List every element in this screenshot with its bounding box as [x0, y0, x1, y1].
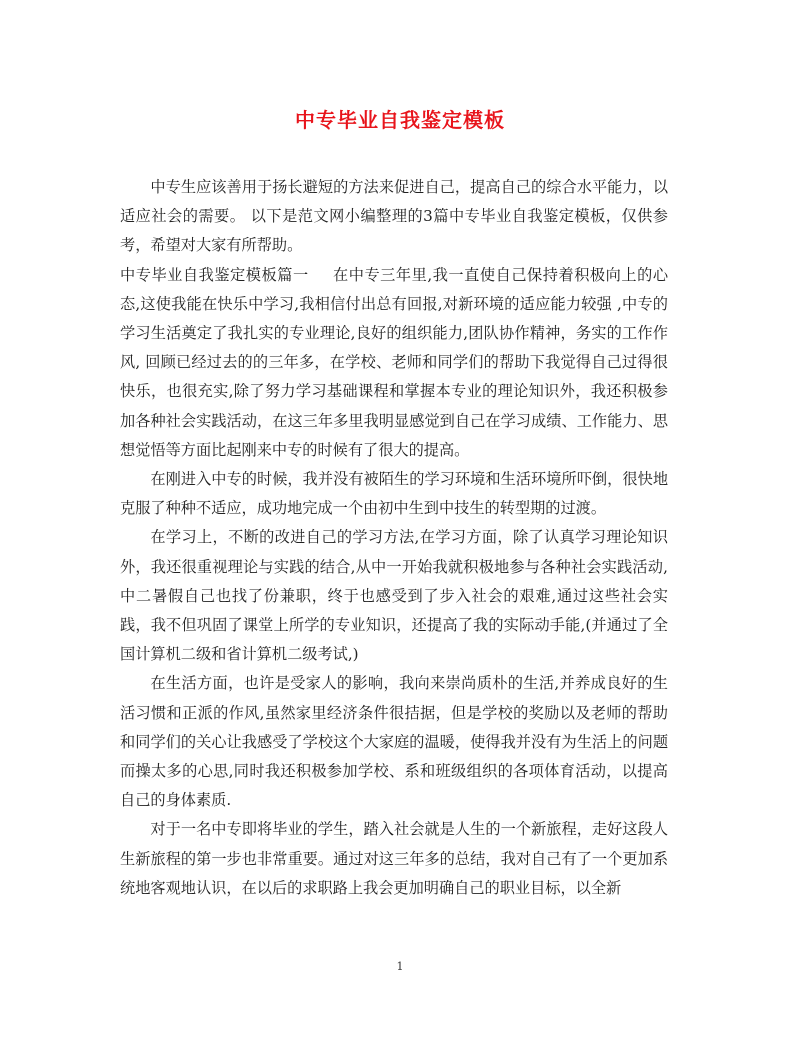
paragraph-adaptation [120, 465, 668, 523]
paragraph-life [120, 669, 668, 815]
paragraph-future [120, 815, 668, 903]
paragraph-text: 在刚进入中专的时候，我并没有被陌生的学习环境和生活环境所吓倒，很快地克服了种种不适应，成功地完成一个由初中生到中技生的转型期的过渡。 [120, 470, 668, 518]
paragraph-intro [120, 173, 668, 261]
paragraph-text: 在中专三年里,我一直使自己保持着积极向上的心态,这使我能在快乐中学习,我相信付出总有回报,对新环境的适应能力较强 ,中专的学习生活奠定了我扎实的专业理论,良好的组织能力,团队协作精神，务实的工作作风, 回顾已经过去的的三年多，在学校、老师和同学们的帮助下我觉得自己过得很快乐，也很充实,除了努力学习基础课程和掌握本专业的理论知识外，我还积极参加各种社会实践活动，在这三年多里我明显感觉到自己在学习成绩、工作能力、思想觉悟等方面比起刚来中专的时候有了很大的提高。 [120, 265, 669, 459]
paragraph-text: 对于一名中专即将毕业的学生，踏入社会就是人生的一个新旅程，走好这段人生新旅程的第一步也非常重要。通过对这三年多的总结，我对自己有了一个更加系统地客观地认识，在以后的求职路上我会更加明确自己的职业目标，以全新 [120, 820, 668, 897]
paragraph-text: 在生活方面，也许是受家人的影响，我向来崇尚质朴的生活,并养成良好的生活习惯和正派的作风,虽然家里经济条件很拮据，但是学校的奖励以及老师的帮助和同学们的关心让我感受了学校这个大家庭的温暖，使得我并没有为生活上的问题而操太多的心思,同时我还积极参加学校、系和班级组织的各项体育活动，以提高自己的身体素质. [120, 674, 668, 810]
paragraph-text: 在学习上，不断的改进自己的学习方法,在学习方面，除了认真学习理论知识外，我还很重视理论与实践的结合,从中一开始我就积极地参与各种社会实践活动,中二暑假自己也找了份兼职，终于也感受到了步入社会的艰难,通过这些社会实践，我不但巩固了课堂上所学的专业知识，还提高了我的实际动手能,(并通过了全国计算机二级和省计算机二级考试,) [120, 528, 668, 664]
page-title: 中专毕业自我鉴定模板 [295, 108, 505, 132]
paragraph-text: 中专生应该善用于扬长避短的方法来促进自己，提高自己的综合水平能力，以适应社会的需要。 以下是范文网小编整理的3篇中专毕业自我鉴定模板，仅供参考，希望对大家有所帮助。 [120, 178, 668, 255]
document-body [120, 173, 668, 903]
page-number: 1 [396, 960, 404, 973]
paragraph-study [120, 523, 668, 669]
paragraph-article-one [120, 261, 668, 465]
article-subtitle: 中专毕业自我鉴定模板篇一 [120, 265, 309, 284]
